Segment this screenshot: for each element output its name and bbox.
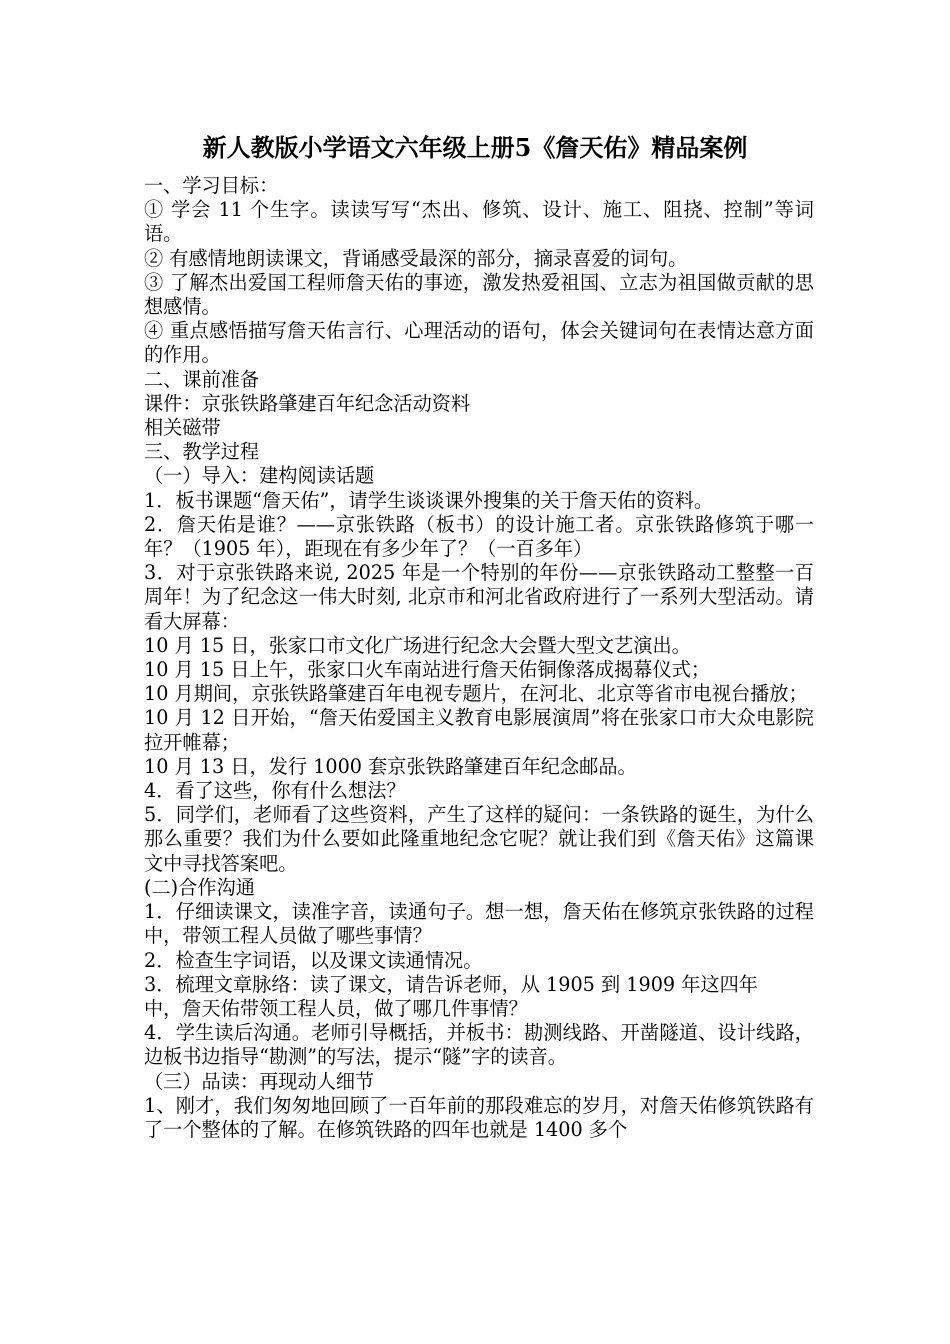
subheading-cooperation: (二)合作沟通 xyxy=(144,875,255,899)
process-step: 2．詹天佑是谁？——京张铁路（板书）的设计施工者。京张铁路修筑于哪一年？（1905 年），距现在有多少年了？（一百多年） xyxy=(144,512,814,561)
event-item: 10 月 13 日，发行 1000 套京张铁路肇建百年纪念邮品。 xyxy=(144,754,637,778)
goal-item: ② 有感情地朗读课文，背诵感受最深的部分，摘录喜爱的词句。 xyxy=(144,246,688,270)
process-step: 4．看了这些，你有什么想法？ xyxy=(144,779,406,803)
subheading-close-reading: （三）品读：再现动人细节 xyxy=(144,1069,375,1093)
document-title: 新人教版小学语文六年级上册5《詹天佑》精品案例 xyxy=(202,133,748,162)
goal-item: ① 学会 11 个生字。读读写写“杰出、修筑、设计、施工、阻挠、控制”等词语。 xyxy=(144,198,814,246)
heading-preparation: 二、课前准备 xyxy=(144,367,260,391)
document-body xyxy=(144,174,814,1142)
event-item: 10 月 15 日上午，张家口火车南站进行詹天佑铜像落成揭幕仪式； xyxy=(144,658,711,682)
heading-teaching-process: 三、教学过程 xyxy=(144,440,260,464)
process-step: 4．学生读后沟通。老师引导概括，并板书：勘测线路、开凿隧道、设计线路，边板书边指导“勘测”的写法，提示“隧”字的读音。 xyxy=(144,1021,814,1069)
goal-item: ④ 重点感悟描写詹天佑言行、心理活动的语句，体会关键词句在表情达意方面的作用。 xyxy=(144,319,814,367)
heading-learning-goals: 一、学习目标： xyxy=(144,174,279,197)
goal-item: ③ 了解杰出爱国工程师詹天佑的事迹，激发热爱祖国、立志为祖国做贡献的思想感情。 xyxy=(144,270,814,319)
process-step: 3．梳理文章脉络：读了课文，请告诉老师，从 1905 到 1909 年这四年 xyxy=(144,972,758,996)
subheading-introduction: （一）导入：建构阅读话题 xyxy=(144,464,375,488)
process-step: 3．对于京张铁路来说, 2025 年是一个特别的年份——京张铁路动工整整一百周年！为了纪念这一伟大时刻, 北京市和河北省政府进行了一系列大型活动。请看大屏幕： xyxy=(144,561,814,633)
event-item: 10 月期间，京张铁路肇建百年电视专题片，在河北、北京等省市电视台播放； xyxy=(144,682,808,706)
process-step: 2．检查生字词语，以及课文读通情况。 xyxy=(144,948,483,972)
event-item: 10 月 12 日开始，“詹天佑爱国主义教育电影展演周”将在张家口市大众电影院拉开帷幕； xyxy=(144,706,814,754)
event-item: 10 月 15 日，张家口市文化广场进行纪念大会暨大型文艺演出。 xyxy=(144,633,691,657)
process-step: 1、刚才，我们匆匆地回顾了一百年前的那段难忘的岁月，对詹天佑修筑铁路有了一个整体的了解。在修筑铁路的四年也就是 1400 多个 xyxy=(144,1093,814,1141)
process-step: 5．同学们，老师看了这些资料，产生了这样的疑问：一条铁路的诞生，为什么那么重要？我们为什么要如此隆重地纪念它呢？就让我们到《詹天佑》这篇课文中寻找答案吧。 xyxy=(144,803,814,875)
process-step: 1．板书课题“詹天佑”，请学生谈谈课外搜集的关于詹天佑的资料。 xyxy=(144,488,714,512)
process-step: 1．仔细读课文，读准字音，读通句子。想一想，詹天佑在修筑京张铁路的过程中，带领工程人员做了哪些事情？ xyxy=(144,900,814,948)
preparation-item: 相关磁带 xyxy=(144,416,221,440)
preparation-item: 课件：京张铁路肇建百年纪念活动资料 xyxy=(144,391,471,415)
process-step-continued: 中，詹天佑带领工程人员，做了哪几件事情？ xyxy=(144,996,528,1020)
